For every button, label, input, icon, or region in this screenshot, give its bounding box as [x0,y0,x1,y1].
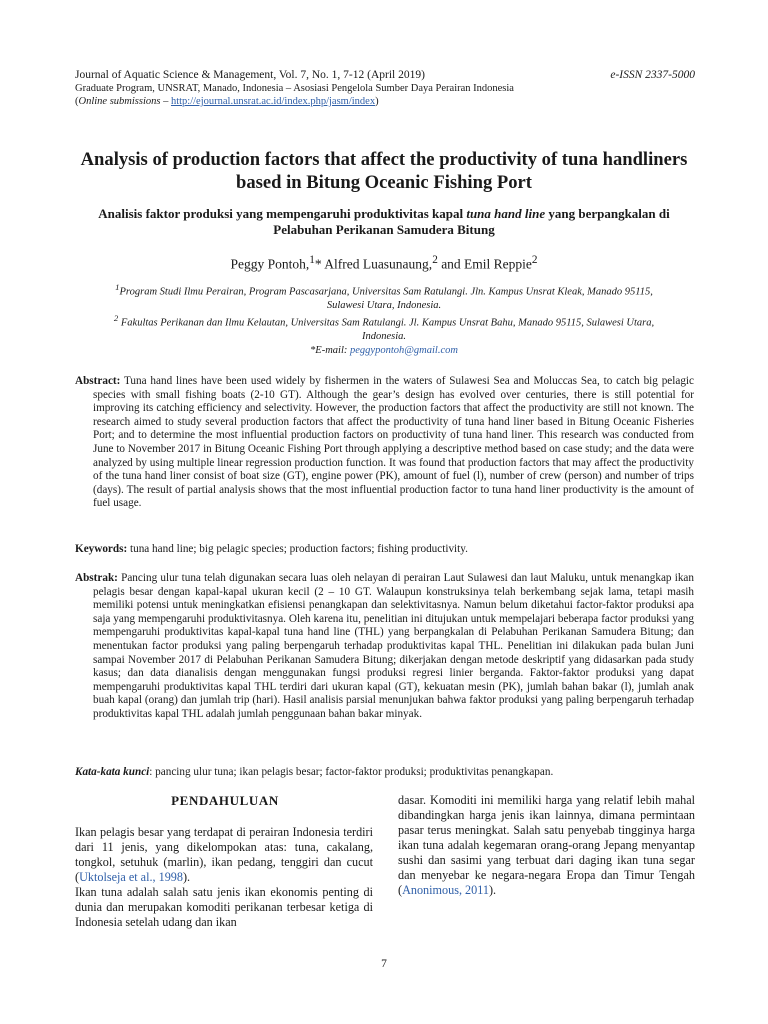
paragraph-text: ). [182,870,191,884]
email-line [100,344,668,357]
page-number: 7 [381,958,387,970]
section-heading: PENDAHULUAN [171,793,279,808]
paragraph-text: ). [488,883,497,897]
body-paragraph [398,793,695,898]
affiliations [100,281,668,357]
subtitle-italic-part: tuna hand line [466,206,546,221]
issn: e-ISSN 2337-5000 [610,69,695,81]
body-column-left [75,825,373,930]
email-label: *E-mail: [310,344,350,356]
abstrak-body [75,572,694,722]
affiliation-number: 2 [113,313,119,324]
body-column-right [398,793,695,898]
affiliation-1 [100,281,668,312]
affiliation-text: Program Studi Ilmu Perairan, Program Pascasarjana, Universitas Sam Ratulangi. Jln. Kampus Unsrat Kleak, Manado 95115, Sulawesi Utara, Indonesia. [119,286,653,311]
header-row [75,68,695,82]
abstract-label: Abstract: [75,375,121,387]
affiliation-mark: 2 [432,254,438,266]
paper-title: Analysis of production factors that affect the productivity of tuna handliners based in Bitung Oceanic Fishing Port [80,149,688,193]
affiliation-mark: 2 [531,254,538,266]
abstract-text: Tuna hand lines have been used widely by fishermen in the waters of Sulawesi Sea and Moluccas Sea, to catch big pelagic species with small fishing boats (2-10 GT). Although the gear’s design has evolved over centuries, there is still potential for improving its catching efficiency and selectivity. However, the production factors that affect the productivity are still not known. The research aimed to study several production factors that affect the productivity of tuna hand liner based in Bitung Oceanic Fisheries Port; and to determine the most influential production factors on productivity of tuna hand liner. This research was conducted from June to November 2017 in Bitung Oceanic Fishing Port through applying a descriptive method based on case study; and the data were analyzed by using multiple linear regression production function. It was found that production factors that may affect the productivity of the tuna hand liner consist of boat size (GT), engine power (PK), amount of fuel (l), number of crew (person) and number of trips (days). The result of partial analysis shows that the most influential production factor to tuna hand liner productivity is the amount of fuel usage. [93,375,694,510]
abstrak-text: Pancing ulur tuna telah digunakan secara luas oleh nelayan di perairan Laut Sulawesi dan laut Maluku, untuk menangkap ikan pelagis besar dengan kapal-kapal ukuran kecil (2 – 10 GT. Walaupun konstruksinya telah berkembang sejak lama, tetapi masih memiliki potensi untuk meningkatkan efisiensi penangkapan dan selektivitasnya. Namun belum diketahui factor-faktor produksi apa saja yang mempengaruhi produktivitasnya. Oleh karena itu, penelitian ini ditujukan untuk mempelajari beberapa factor produksi yang mempengaruhi produktivitas kapal-kapal tuna hand line (THL) yang berpangkalan di Pelabuhan Perikanan Samudera Bitung; dan menentukan factor produksi yang paling berpengaruh terhadap produktivitas kapal THL. Penelitian ini dilakukan pada bulan Juni sampai November 2017 di Pelabuhan Perikanan Samudera Bitung; dikerjakan dengan metode deskriptif yang didasarkan pada study kasus; dan data dianalisis dengan menggunakan fungsi produksi regresi linier berganda. Faktor-faktor produksi yang dapat mempengaruhi produktivitas kapal THL terdiri dari ukuran kapal (GT), kekuatan mesin (PK), jumlah bahan bakar (l), jumlah anak buah kapal (orang) dan jumlah trip (hari). Hasil analisis parsial menunjukan bahwa faktor produksi yang paling berpengaruh terhadap produktivitas kapal THL adalah jumlah penggunaan bahan bakar minyak. [93,572,694,720]
abstract-body [75,375,694,511]
kata-kunci [75,766,694,780]
online-separator: – [160,96,171,107]
author-name: Peggy Pontoh, [230,256,310,272]
affiliation-mark: 1 [309,254,315,266]
subtitle-part: yang berpangkalan di Pelabuhan Perikanan Samudera Bitung [273,206,670,237]
journal-citation: Journal of Aquatic Science & Management, Vol. 7, No. 1, 7-12 (April 2019) [75,69,425,81]
abstrak [75,572,694,722]
affiliation-number: 1 [115,282,120,292]
online-label: Online submissions [78,96,161,107]
paragraph-text: dasar. Komoditi ini memiliki harga yang relatif lebih mahal dibandingkan harga jenis ikan lainnya, dimana permintaan pasar terus meningkat. Salah satu penyebab tingginya harga ikan tuna adalah kegemaran orang-orang Jepang menyantap sushi dan sasimi yang terbuat dari daging ikan tuna segar dan menyebar ke negara-negara Eropa dan Timur Tengah ( [398,793,695,897]
paper-subtitle [70,206,698,238]
running-header [75,68,695,108]
kata-kunci-text: : pancing ulur tuna; ikan pelagis besar; factor-faktor produksi; produktivitas penangkapan. [149,766,554,778]
body-paragraph [75,825,373,885]
affiliation-text: Fakultas Perikanan dan Ilmu Kelautan, Universitas Sam Ratulangi. Jl. Kampus Unsrat Bahu, Manado 95115, Sulawesi Utara, Indonesia. [118,317,655,343]
abstract [75,375,694,511]
author-list [80,252,688,273]
paragraph-text: Ikan pelagis besar yang terdapat di perairan Indonesia terdiri dari 11 jenis, yang dikelompokan atas: tuna, cakalang, tongkol, setuhuk (marlin), ikan pedang, tenggiri dan cucut ( [75,825,373,884]
author-name: and Emil Reppie [437,256,532,272]
keywords-text: tuna hand line; big pelagic species; production factors; fishing productivity. [127,543,468,555]
author-name: Alfred Luasunaung, [321,256,433,272]
citation-link[interactable]: Anonimous, 2011 [402,883,489,897]
program-line: Graduate Program, UNSRAT, Manado, Indonesia – Asosiasi Pengelola Sumber Daya Perairan Indonesia [75,83,514,94]
keywords-label: Keywords: [75,543,128,555]
subtitle-part: Analisis faktor produksi yang mempengaruhi produktivitas kapal [98,206,467,221]
keywords [75,543,694,557]
corresponding-mark: * [314,256,322,272]
online-submission-line: (Online submissions – http://ejournal.unsrat.ac.id/index.php/jasm/index) [75,96,379,107]
affiliation-2 [100,312,668,343]
abstrak-label: Abstrak: [75,572,118,584]
journal-url-link[interactable]: http://ejournal.unsrat.ac.id/index.php/jasm/index [170,96,376,107]
body-paragraph: Ikan tuna adalah salah satu jenis ikan ekonomis penting di dunia dan merupakan komoditi perikanan terbesar ketiga di Indonesia setelah udang dan ikan [75,885,373,929]
citation-link[interactable]: Uktolseja et al., 1998 [79,870,183,884]
email-link[interactable]: peggypontoh@gmail.com [350,344,458,356]
kata-kunci-label: Kata-kata kunci [75,766,150,778]
